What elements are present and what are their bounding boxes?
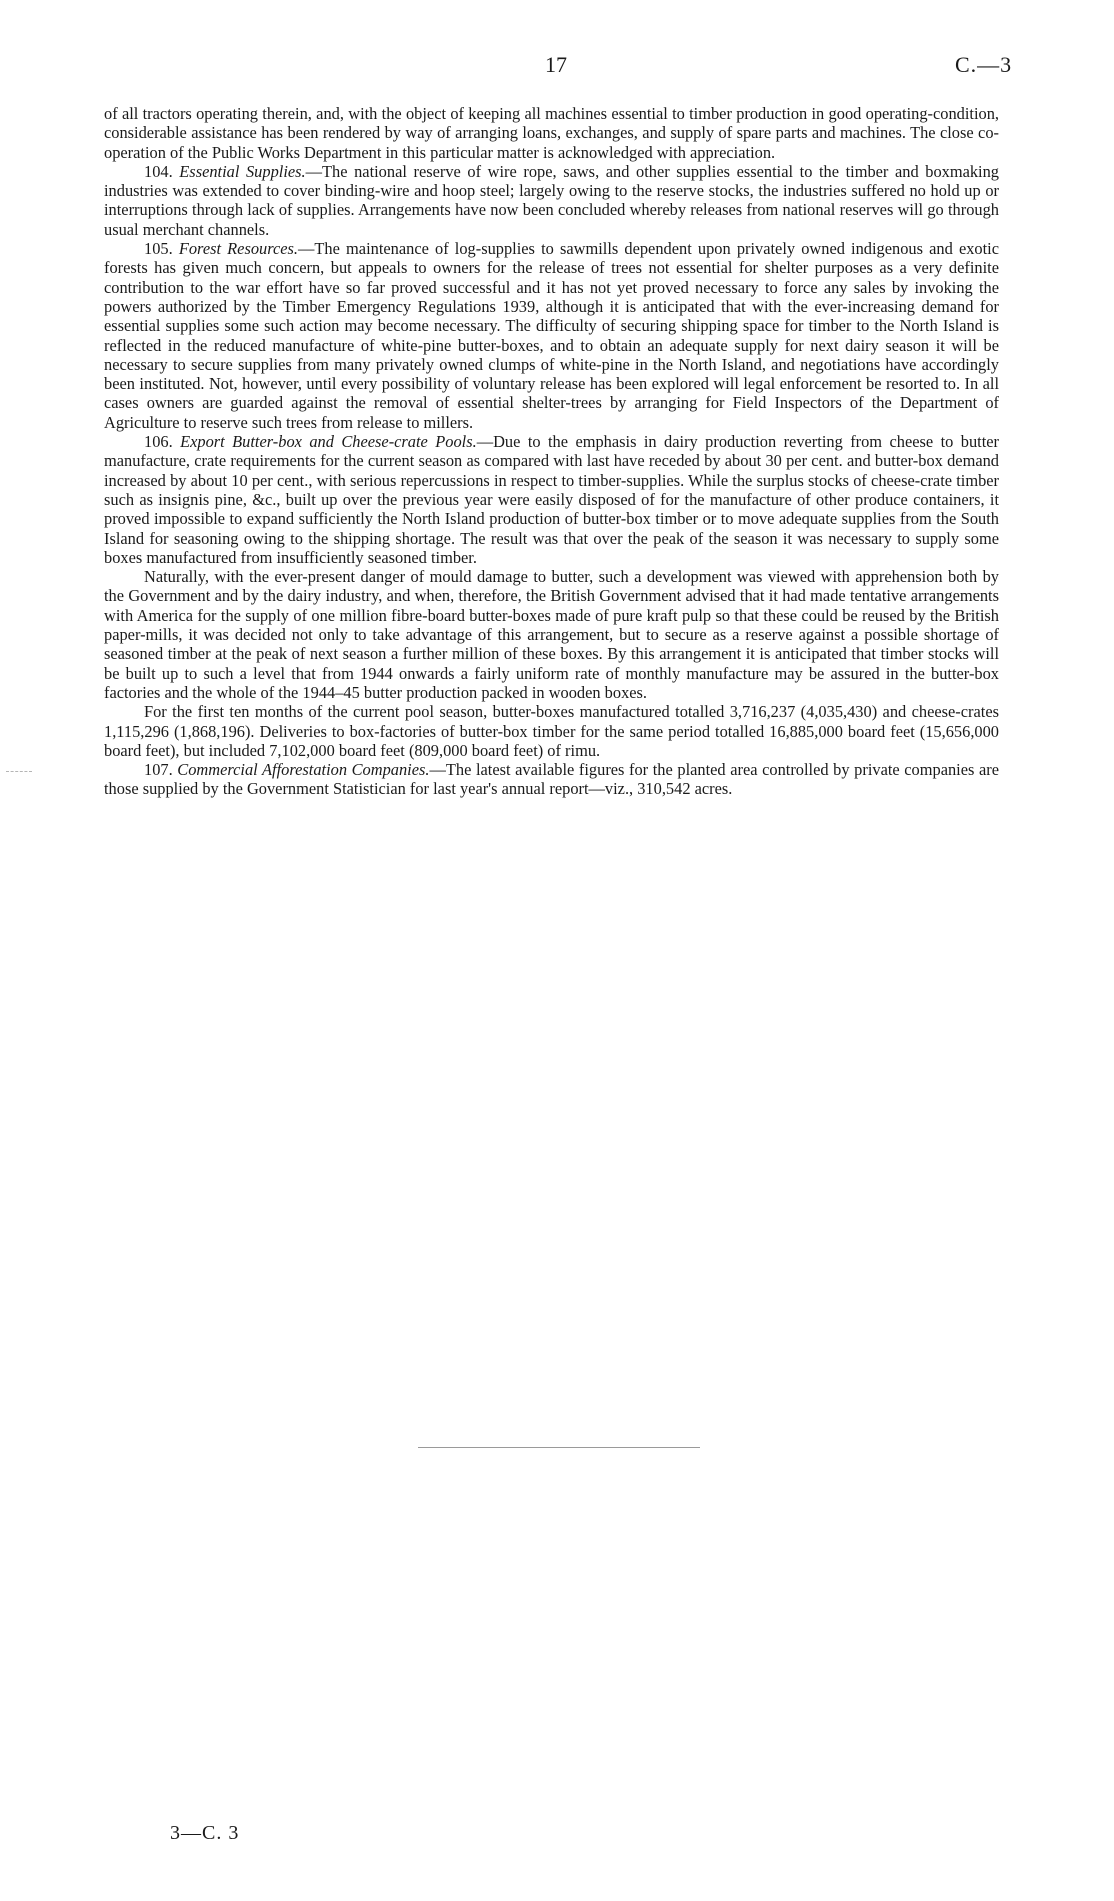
- document-code-footer: 3—C. 3: [170, 1822, 240, 1844]
- paragraph-104: [104, 162, 999, 239]
- paragraph-text: Naturally, with the ever-present danger of mould damage to butter, such a development was viewed with apprehension both by the Government and by the dairy industry, and when, therefore, the British Government advised that it had made tentative arrangements with America for the supply of one million fibre-board butter-boxes made of pure kraft pulp so that these could be reused by the British paper-mills, it was decided not only to take advantage of this arrangement, but to secure as a reserve against a possible shortage of seasoned timber at the peak of next season a further million of these boxes. By this arrangement it is anticipated that timber stocks will be built up to such a level that from 1944 onwards a fairly uniform rate of monthly manufacture may be assured in the butter-box factories and the whole of the 1944–45 butter production packed in wooden boxes.: [104, 567, 999, 702]
- section-divider: [418, 1447, 700, 1448]
- paragraph-105: [104, 239, 999, 432]
- paragraph-107: [104, 760, 999, 799]
- paragraph-text: —The national reserve of wire rope, saws, and other supplies essential to the timber and boxmaking industries was extended to cover binding-wire and hoop steel; largely owing to the reserve stocks, the industries suffered no hold up or interruptions through lack of supplies. Arrangements have now been concluded whereby releases from national reserves will go through usual merchant channels.: [104, 161, 999, 239]
- paragraph-text: —The maintenance of log-supplies to sawmills dependent upon privately owned indigenous and exotic forests has given much concern, but appeals to owners for the release of trees not essential for shelter purposes as a very definite contribution to the war effort have so far proved successful and it has not yet proved necessary to force any sales by invoking the powers authorized by the Timber Emergency Regulations 1939, although it is anticipated that with the ever-increasing demand for essential supplies some such action may become necessary. The difficulty of securing shipping space for timber to the North Island is reflected in the reduced manufacture of white-pine butter-boxes, and to obtain an adequate supply for next dairy season it will be necessary to secure supplies from many privately owned clumps of white-pine in the North Island, and negotiations have accordingly been instituted. Not, however, until every possibility of voluntary release has been explored will legal enforcement be resorted to. In all cases owners are guarded against the removal of essential shelter-trees by arranging for Field Inspectors of the Department of Agriculture to reserve such trees from release to millers.: [104, 239, 999, 432]
- paragraph-heading: Forest Resources.: [178, 239, 299, 259]
- paragraph-heading: Commercial Afforestation Companies.: [177, 760, 430, 780]
- paragraph-number: 106.: [144, 432, 173, 452]
- paragraph-text: —The latest available figures for the planted area controlled by private companies are those supplied by the Government Statistician for last year's annual report—viz., 310,542 acres.: [104, 760, 999, 799]
- paragraph-number: 104.: [144, 161, 173, 181]
- page-number: 17: [545, 52, 567, 77]
- margin-mark: [6, 771, 32, 772]
- paragraph-heading: Export Butter-box and Cheese-crate Pools.: [180, 432, 477, 452]
- document-code-header: C.—3: [955, 52, 1013, 77]
- paragraph-106-naturally: [104, 567, 999, 702]
- page-header: [0, 52, 1114, 82]
- body-text: [104, 104, 999, 799]
- paragraph-106: [104, 432, 999, 567]
- paragraph-number: 105.: [144, 239, 173, 259]
- paragraph-heading: Essential Supplies.: [179, 161, 306, 181]
- paragraph-number: 107.: [144, 760, 173, 780]
- paragraph-text: of all tractors operating therein, and, with the object of keeping all machines essential to timber production in good operating-condition, considerable assistance has been rendered by way of arranging loans, exchanges, and supply of spare parts and machines. The close co-operation of the Public Works Department in this particular matter is acknowledged with appreciation.: [104, 104, 999, 162]
- paragraph-106-statistics: [104, 702, 999, 760]
- paragraph-text: —Due to the emphasis in dairy production reverting from cheese to butter manufacture, crate requirements for the current season as compared with last have receded by about 30 per cent. and butter-box demand increased by about 10 per cent., with serious repercussions in respect to timber-supplies. While the surplus stocks of cheese-crate timber such as insignis pine, &c., built up over the previous year were easily disposed of for the manufacture of other produce containers, it proved impossible to expand sufficiently the North Island production of butter-box timber or to move adequate supplies from the South Island for seasoning owing to the shipping shortage. The result was that over the peak of the season it was necessary to supply some boxes manufactured from insufficiently seasoned timber.: [104, 432, 999, 567]
- paragraph-continuation: [104, 104, 999, 162]
- paragraph-text: For the first ten months of the current pool season, butter-boxes manufactured totalled 3,716,237 (4,035,430) and cheese-crates 1,115,296 (1,868,196). Deliveries to box-factories of butter-box timber for the same period totalled 16,885,000 board feet (15,656,000 board feet), but included 7,102,000 board feet (809,000 board feet) of rimu.: [104, 702, 999, 760]
